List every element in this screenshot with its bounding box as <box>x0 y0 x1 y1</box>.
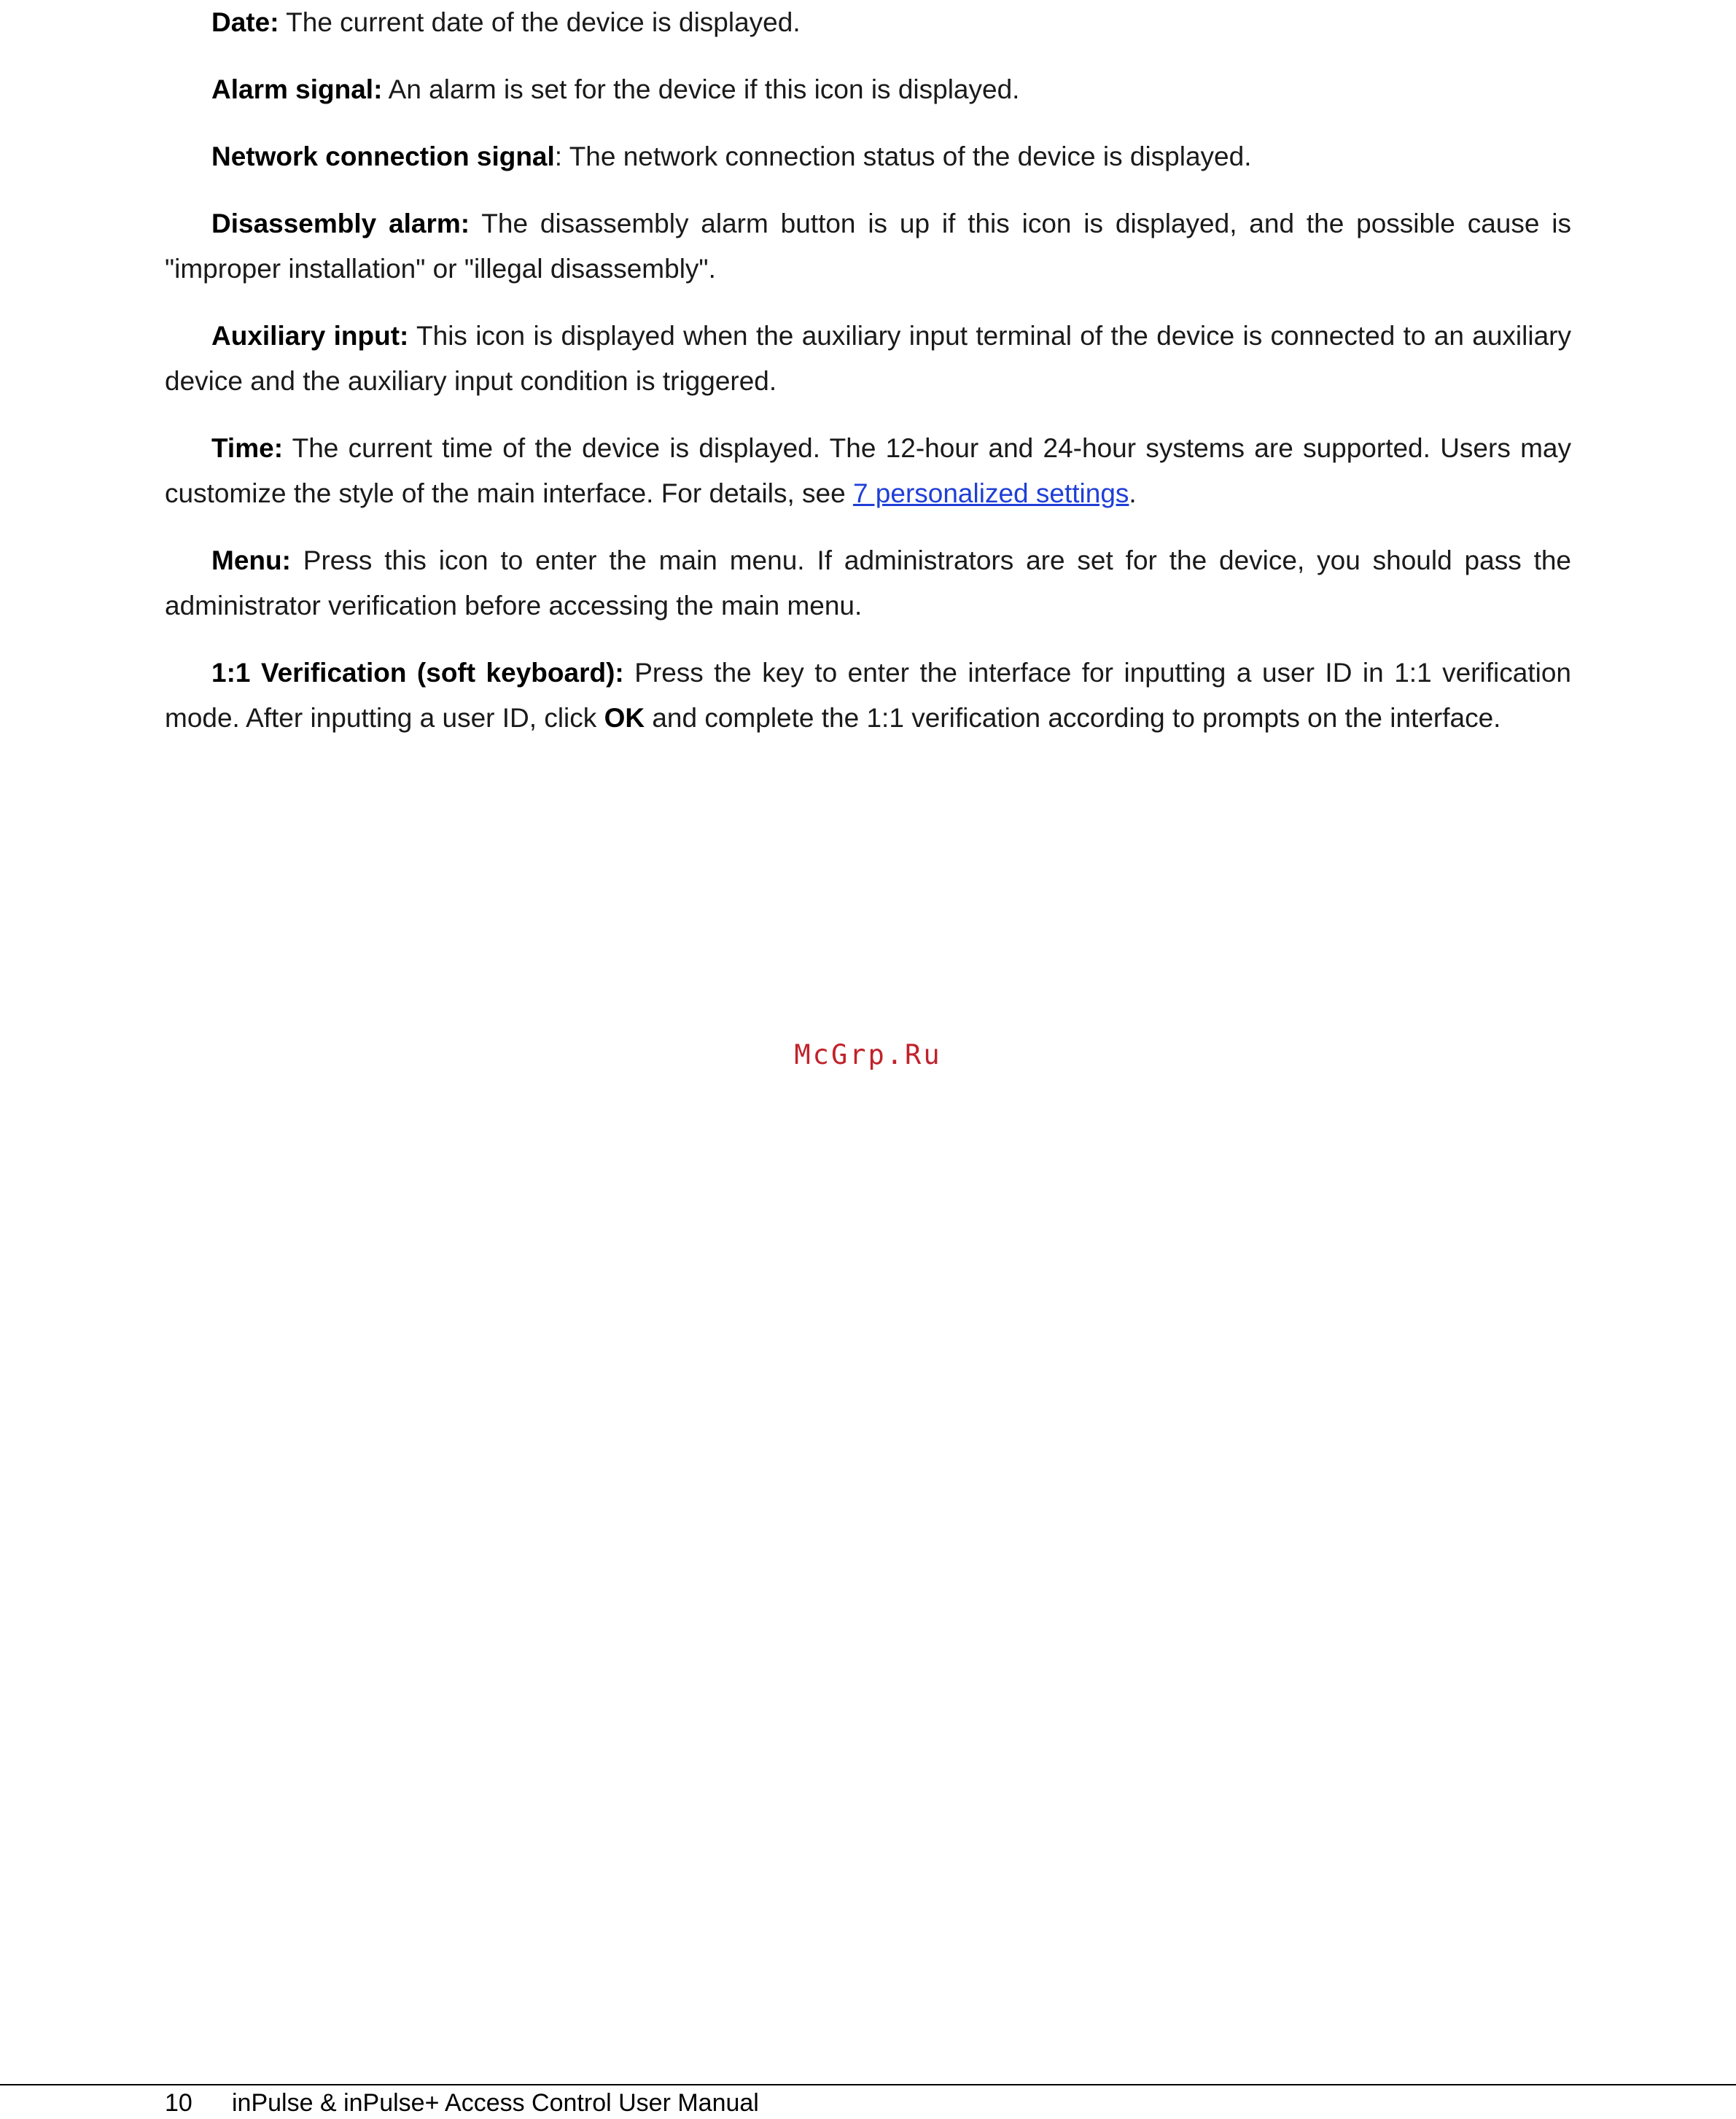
term-network-connection-signal: Network connection signal <box>211 141 555 171</box>
document-body <box>165 0 1571 763</box>
page-footer <box>165 2087 759 2119</box>
paragraph-network-connection-signal <box>165 134 1571 179</box>
description-alarm-signal: An alarm is set for the device if this icon is displayed. <box>382 74 1020 104</box>
description-verification-end: and complete the 1:1 verification according to prompts on the interface. <box>645 703 1501 733</box>
description-network-connection-signal: : The network connection status of the device is displayed. <box>554 141 1252 171</box>
paragraph-auxiliary-input <box>165 314 1571 404</box>
paragraph-time <box>165 426 1571 516</box>
paragraph-alarm-signal <box>165 67 1571 112</box>
paragraph-date <box>165 0 1571 45</box>
description-time-end: . <box>1129 478 1137 508</box>
description-auxiliary-input: This icon is displayed when the auxiliary input terminal of the device is connected to an auxiliary device and the auxiliary input condition is triggered. <box>165 321 1571 396</box>
paragraph-verification <box>165 650 1571 741</box>
term-alarm-signal: Alarm signal: <box>211 74 383 104</box>
term-time: Time: <box>211 433 284 463</box>
term-menu: Menu: <box>211 545 291 575</box>
term-auxiliary-input: Auxiliary input: <box>211 321 409 351</box>
description-disassembly-alarm: The disassembly alarm button is up if this icon is displayed, and the possible cause is "improper installation" or "illegal disassembly". <box>165 209 1571 284</box>
ok-keyword: OK <box>604 703 645 733</box>
term-verification: 1:1 Verification (soft keyboard): <box>211 658 624 688</box>
watermark: McGrp.Ru <box>794 1039 942 1070</box>
footer-divider <box>0 2084 1736 2085</box>
paragraph-disassembly-alarm <box>165 201 1571 292</box>
description-date: The current date of the device is displayed. <box>279 7 801 37</box>
page-number: 10 <box>165 2089 192 2117</box>
term-disassembly-alarm: Disassembly alarm: <box>211 209 470 238</box>
manual-title: inPulse & inPulse+ Access Control User Manual <box>232 2089 759 2117</box>
term-date: Date: <box>211 7 279 37</box>
personalized-settings-link[interactable]: 7 personalized settings <box>852 478 1129 508</box>
description-time: The current time of the device is displayed. The 12-hour and 24-hour systems are supported. Users may customize the style of the main interface. For details, see <box>165 433 1571 508</box>
description-verification: Press the key to enter the interface for inputting a user ID in 1:1 verification mode. After inputting a user ID, click <box>165 658 1571 733</box>
description-menu: Press this icon to enter the main menu. If administrators are set for the device, you should pass the administrator verification before accessing the main menu. <box>165 545 1571 621</box>
paragraph-menu <box>165 538 1571 629</box>
